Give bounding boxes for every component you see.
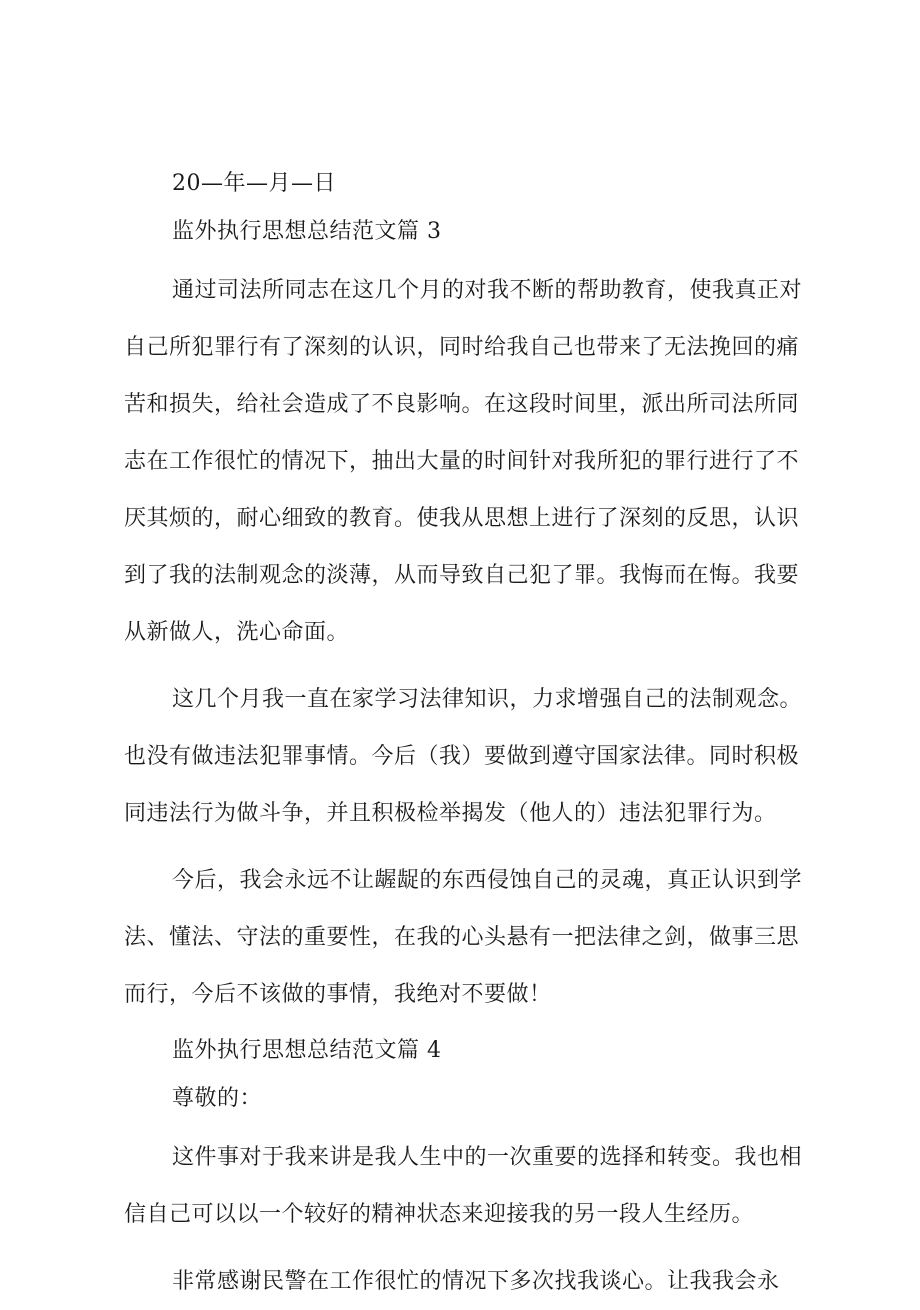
paragraph-3 — [124, 852, 824, 1023]
paragraph-line: 志在工作很忙的情况下，抽出大量的时间针对我所犯的罪行进行了不 — [124, 449, 800, 474]
paragraph-line: 通过司法所同志在这几个月的对我不断的帮助教育，使我真正对 — [172, 278, 803, 303]
paragraph-line: 自己所犯罪行有了深刻的认识，同时给我自己也带来了无法挽回的痛 — [124, 335, 800, 360]
heading-section-3: 监外执行思想总结范文篇 3 — [172, 219, 442, 244]
document-body — [124, 164, 824, 1310]
paragraph-5 — [124, 1253, 824, 1310]
paragraph-line: 而行，今后不该做的事情，我绝对不要做！ — [124, 982, 552, 1007]
paragraph-line: 同违法行为做斗争，并且积极检举揭发（他人的）违法犯罪行为。 — [124, 801, 777, 826]
paragraph-line: 厌其烦的，耐心细致的教育。使我从思想上进行了深刻的反思，认识 — [124, 506, 800, 531]
paragraph-line: 这件事对于我来讲是我人生中的一次重要的选择和转变。我也相 — [172, 1145, 803, 1170]
paragraph-line: 苦和损失，给社会造成了不良影响。在这段时间里，派出所司法所同 — [124, 392, 800, 417]
paragraph-line: 法、懂法、守法的重要性，在我的心头悬有一把法律之剑，做事三思 — [124, 925, 800, 950]
salutation: 尊敬的： — [172, 1086, 263, 1111]
paragraph-line: 今后，我会永远不让龌龊的东西侵蚀自己的灵魂，真正认识到学 — [172, 868, 803, 893]
paragraph-line: 这几个月我一直在家学习法律知识，力求增强自己的法制观念。 — [172, 687, 803, 712]
paragraph-line: 信自己可以以一个较好的精神状态来迎接我的另一段人生经历。 — [124, 1202, 755, 1227]
paragraph-line: 非常感谢民警在工作很忙的情况下多次找我谈心。让我我会永 — [172, 1269, 780, 1294]
date-line: 20—年—月—日 — [172, 171, 336, 196]
paragraph-4 — [124, 1129, 824, 1243]
paragraph-line: 从新做人，洗心命面。 — [124, 620, 350, 645]
paragraph-line: 也没有做违法犯罪事情。今后（我）要做到遵守国家法律。同时积极 — [124, 744, 800, 769]
paragraph-line: 到了我的法制观念的淡薄，从而导致自己犯了罪。我悔而在悔。我要 — [124, 563, 800, 588]
paragraph-2 — [124, 671, 824, 842]
paragraph-1 — [124, 262, 824, 661]
heading-section-4: 监外执行思想总结范文篇 4 — [172, 1038, 442, 1063]
